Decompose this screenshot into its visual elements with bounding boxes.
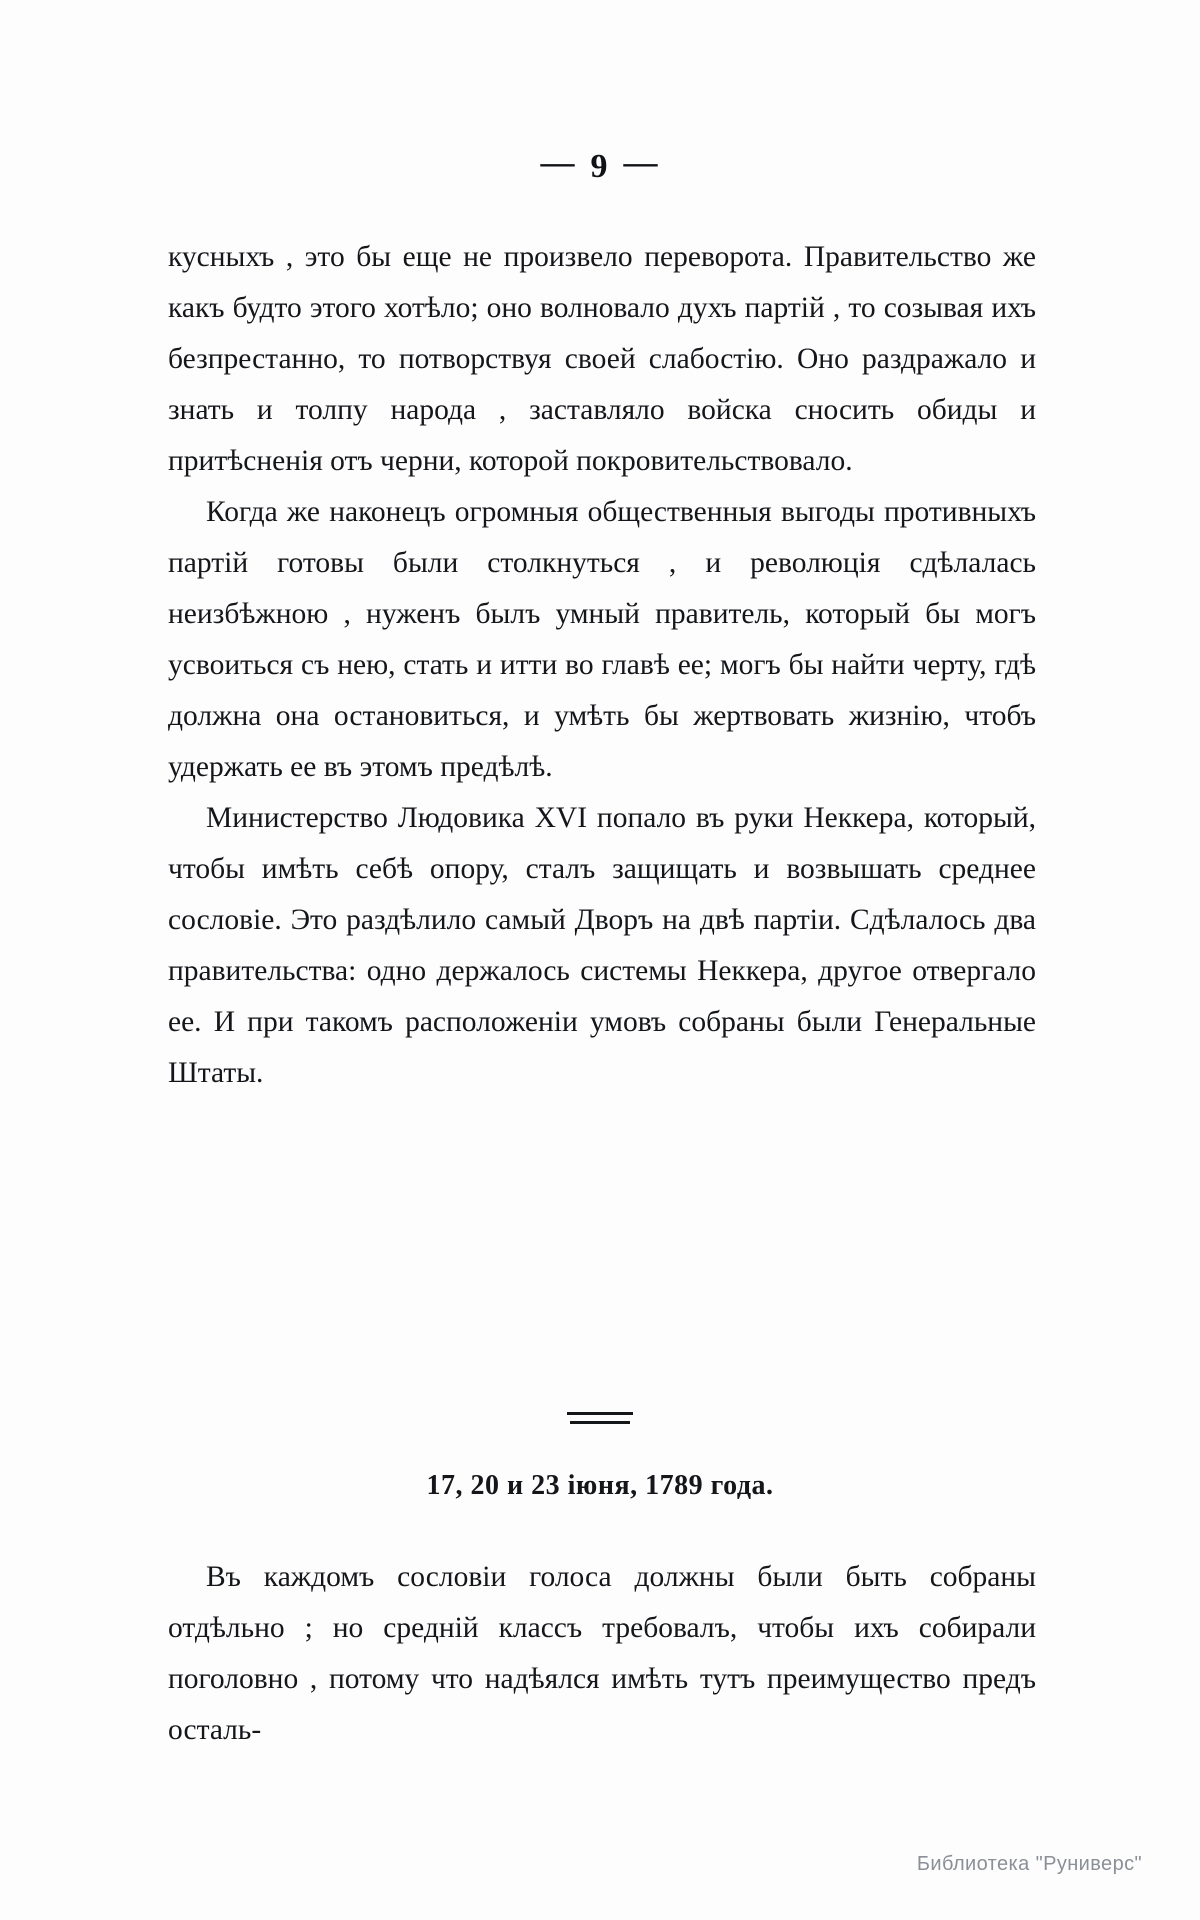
paragraph: Министерство Людовика XVI попало въ руки Неккера, который, чтобы имѣть себѣ опору, сталъ защищать и возвышать среднее сословіе. Это раздѣлило самый Дворъ на двѣ партіи. Сдѣлалось два правительства: одно держалось системы Неккера, другое отвергало ее. И при такомъ расположеніи умовъ собраны были Генеральные Штаты. [168, 802, 1036, 1089]
body-text-bottom [168, 1552, 1036, 1756]
library-watermark: Библиотека "Руниверс" [916, 1853, 1142, 1875]
page-number [0, 144, 1200, 186]
paragraph: Когда же наконецъ огромныя общественныя выгоды противныхъ партій готовы были столкнуться , и революція сдѣлалась неизбѣжною , нуженъ былъ умный правитель, который бы могъ усвоиться съ нею, стать и итти во главѣ ее; могъ бы найти черту, гдѣ должна она остановиться, и умѣть бы жертвовать жизнію, чтобъ удержать ее въ этомъ предѣлѣ. [168, 496, 1036, 783]
page-number-left-dash: — [540, 144, 577, 181]
body-text-top [168, 232, 1036, 1099]
page-number-right-dash: — [623, 144, 660, 181]
paragraph: кусныхъ , это бы еще не произвело переворота. Правительство же какъ будто этого хотѣло; оно волновало духъ партій , то созывая ихъ безпрестанно, то потворствуя своей слабостію. Оно раздражало и знать и толпу народа , заставляло войска сносить обиды и притѣсненія отъ черни, которой покровительствовало. [168, 241, 1036, 477]
date-heading: 17, 20 и 23 іюня, 1789 года. [426, 1470, 774, 1501]
divider-rule [567, 1412, 633, 1415]
section-divider [0, 1402, 1200, 1420]
page-number-value: 9 [590, 148, 610, 185]
paragraph: Въ каждомъ сословіи голоса должны были быть собраны отдѣльно ; но средній классъ требовалъ, чтобы ихъ собирали поголовно , потому что надѣялся имѣть тутъ преимущество предъ осталь- [168, 1561, 1036, 1746]
